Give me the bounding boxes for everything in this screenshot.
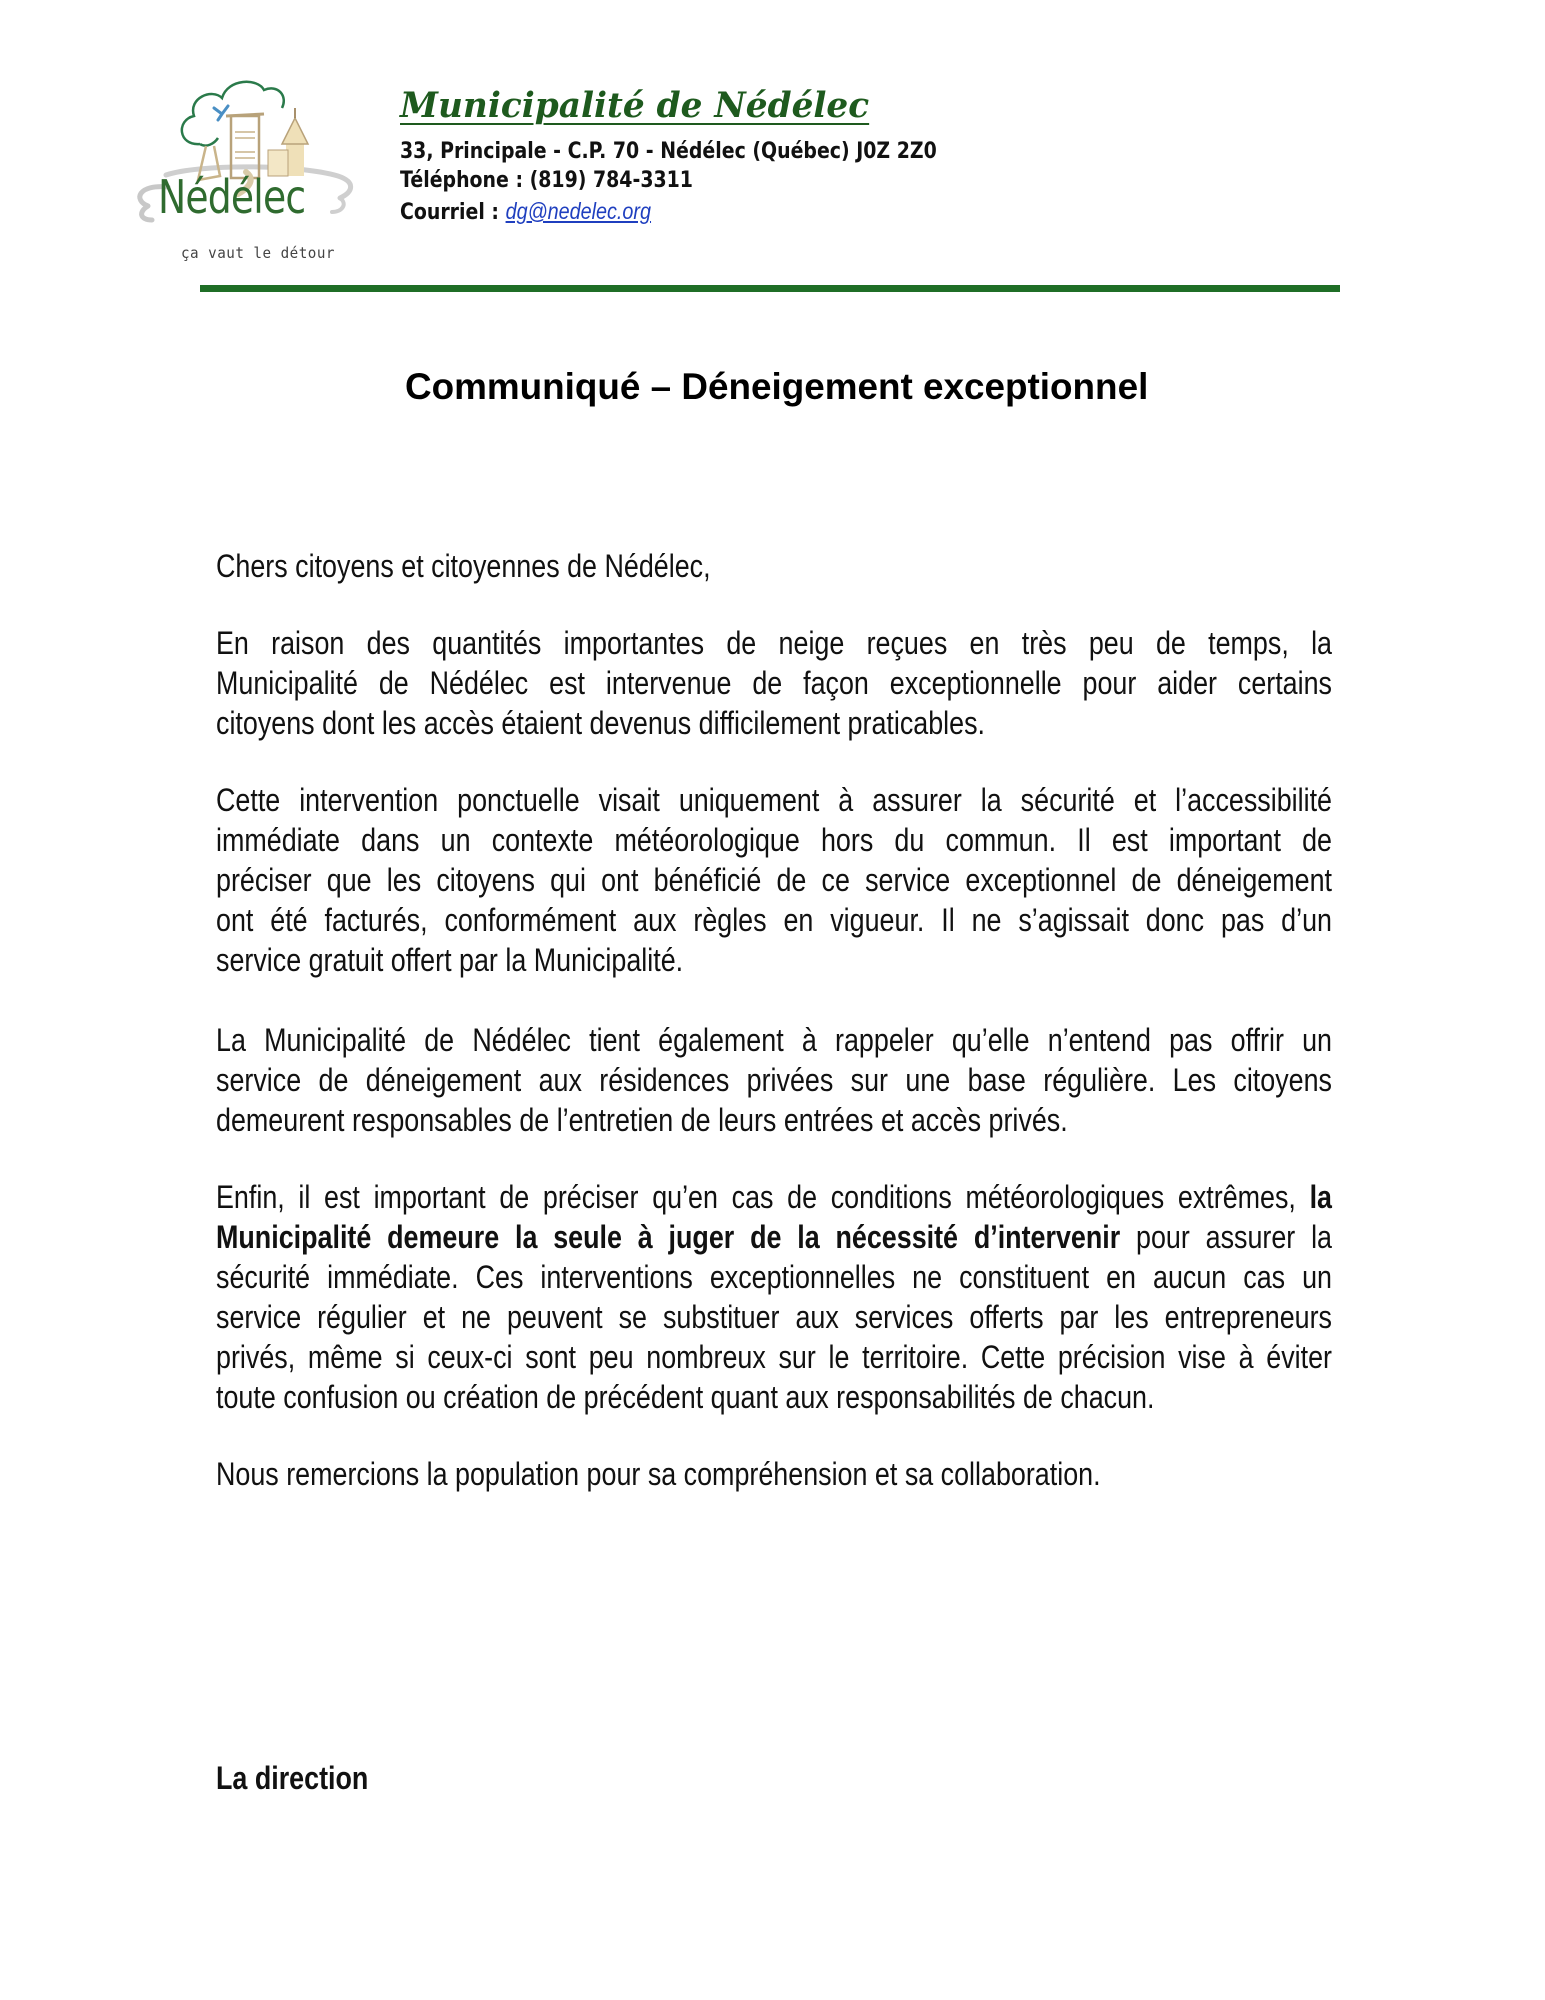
paragraph-line: toute confusion ou création de précédent quant aux responsabilités de chacun. bbox=[216, 1379, 1155, 1415]
paragraph-line: demeurent responsables de l’entretien de leurs entrées et accès privés. bbox=[216, 1102, 1068, 1138]
logo-wordmark: Nédélec bbox=[158, 170, 306, 224]
paragraph-line bbox=[216, 1221, 1332, 1255]
document-title: Communiqué – Déneigement exceptionnel bbox=[405, 366, 1149, 407]
paragraph-line: Municipalité de Nédélec est intervenue de façon exceptionnelle pour aider certains bbox=[216, 667, 1332, 701]
email-label: Courriel : bbox=[400, 200, 506, 225]
text-normal: Enfin, il est important de préciser qu’en cas de conditions météorologiques extrêmes, bbox=[216, 1181, 1310, 1215]
text-bold: Municipalité demeure la seule à juger de la nécessité d’intervenir bbox=[216, 1221, 1121, 1255]
logo-tagline: ça vaut le détour bbox=[181, 244, 335, 262]
municipality-logo bbox=[128, 72, 358, 272]
closing-line: Nous remercions la population pour sa compréhension et sa collaboration. bbox=[216, 1456, 1101, 1492]
header-divider bbox=[200, 285, 1340, 292]
phone-line: Téléphone : (819) 784-3311 bbox=[400, 168, 693, 193]
email-link[interactable]: dg@nedelec.org bbox=[505, 198, 652, 224]
paragraph-line: immédiate dans un contexte météorologique hors du commun. Il est important de bbox=[216, 824, 1332, 858]
paragraph-line bbox=[216, 1181, 1332, 1215]
organization-name: Municipalité de Nédélec bbox=[400, 85, 870, 126]
signature: La direction bbox=[216, 1760, 369, 1796]
address-line: 33, Principale - C.P. 70 - Nédélec (Québec) J0Z 2Z0 bbox=[400, 139, 937, 164]
paragraph-line: service gratuit offert par la Municipalité. bbox=[216, 942, 684, 978]
paragraph-line: citoyens dont les accès étaient devenus difficilement praticables. bbox=[216, 705, 986, 741]
text-normal: pour assurer la bbox=[1120, 1221, 1332, 1255]
paragraph-line: service de déneigement aux résidences privées sur une base régulière. Les citoyens bbox=[216, 1064, 1332, 1098]
text-bold: la bbox=[1309, 1181, 1332, 1215]
paragraph-line: La Municipalité de Nédélec tient également à rappeler qu’elle n’entend pas offrir un bbox=[216, 1024, 1332, 1058]
paragraph-line: Cette intervention ponctuelle visait uniquement à assurer la sécurité et l’accessibilité bbox=[216, 784, 1332, 818]
paragraph-line: ont été facturés, conformément aux règles en vigueur. Il ne s’agissait donc pas d’un bbox=[216, 904, 1332, 938]
paragraph-line: préciser que les citoyens qui ont bénéficié de ce service exceptionnel de déneigement bbox=[216, 864, 1332, 898]
paragraph-line: service régulier et ne peuvent se substituer aux services offerts par les entrepreneurs bbox=[216, 1301, 1332, 1335]
salutation: Chers citoyens et citoyennes de Nédélec, bbox=[216, 548, 711, 584]
email-line bbox=[400, 200, 651, 224]
paragraph-line: En raison des quantités importantes de neige reçues en très peu de temps, la bbox=[216, 627, 1332, 661]
paragraph-line: privés, même si ceux-ci sont peu nombreux sur le territoire. Cette précision vise à éviter bbox=[216, 1341, 1332, 1375]
paragraph-line: sécurité immédiate. Ces interventions exceptionnelles ne constituent en aucun cas un bbox=[216, 1261, 1332, 1295]
